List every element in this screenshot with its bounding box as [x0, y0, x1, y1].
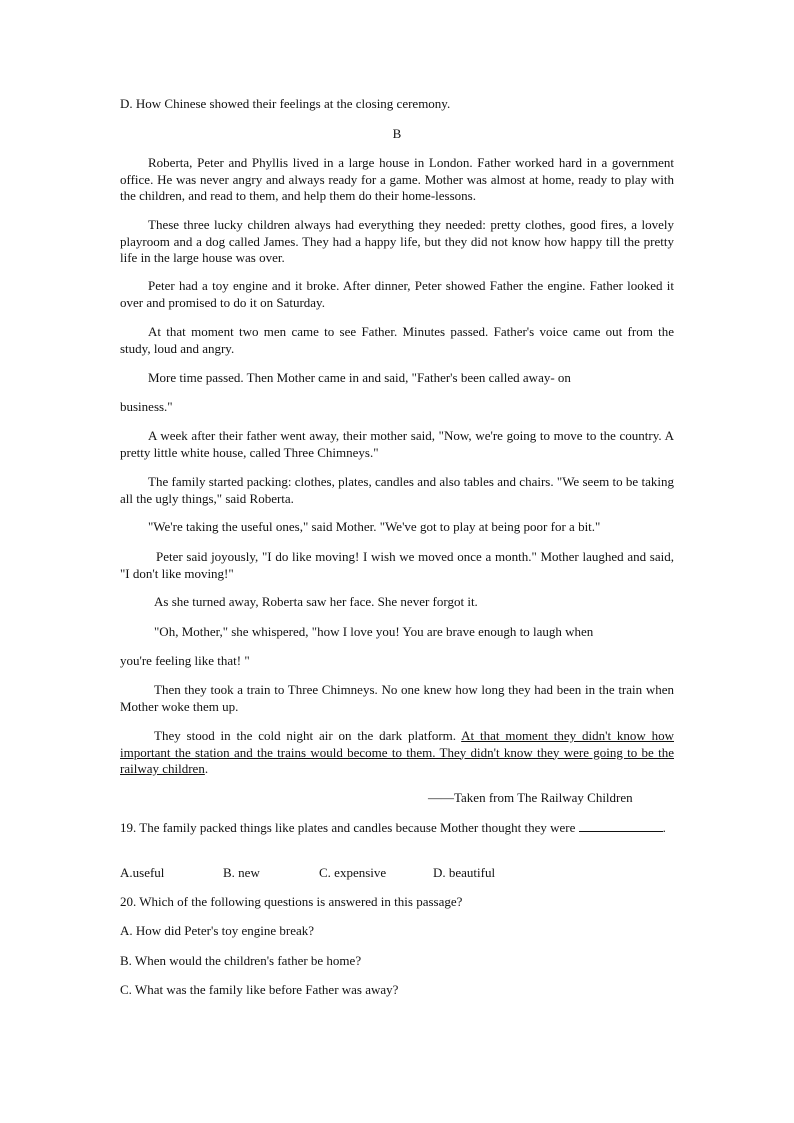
paragraph-11-line-1: "Oh, Mother," she whispered, "how I love you! You are brave enough to laugh when: [154, 624, 594, 639]
paragraph-7: The family started packing: clothes, plates, candles and also tables and chairs. "We seem to be taking all the ugly things," said Roberta.: [120, 474, 674, 506]
question-19-stem: [120, 819, 674, 837]
question-19-option-b: B. new: [223, 865, 260, 880]
question-19-option-d: D. beautiful: [433, 865, 496, 880]
answer-blank: [579, 819, 663, 832]
paragraph-13-underlined: At that moment they didn't know how important the station and the trains would become to them. They didn't know they were going to be the railway children: [120, 728, 675, 776]
paragraph-2: These three lucky children always had everything they needed: pretty clothes, good fires, a lovely playroom and a dog called James. They had a happy life, but they did not know how happy till the pretty life in the large house was over.: [120, 217, 674, 265]
question-20-option-a: A. How did Peter's toy engine break?: [120, 923, 315, 938]
question-19-option-a: A.useful: [120, 865, 165, 880]
paragraph-11-line-2: you're feeling like that! ": [120, 653, 250, 668]
paragraph-13-plain: They stood in the cold night air on the dark platform.: [154, 728, 457, 743]
question-19-end: .: [662, 820, 666, 835]
question-20-option-b: B. When would the children's father be home?: [120, 953, 362, 968]
paragraph-10: As she turned away, Roberta saw her face. She never forgot it.: [154, 594, 478, 609]
question-20-stem: 20. Which of the following questions is answered in this passage?: [120, 894, 463, 909]
paragraph-5-line-1: More time passed. Then Mother came in and said, "Father's been called away- on: [148, 370, 571, 385]
section-label: B: [392, 126, 402, 141]
paragraph-3: Peter had a toy engine and it broke. After dinner, Peter showed Father the engine. Father looked it over and promised to do it on Saturday.: [120, 278, 674, 310]
previous-question-option-d: D. How Chinese showed their feelings at the closing ceremony.: [120, 96, 451, 111]
question-19-option-c: C. expensive: [319, 865, 387, 880]
paragraph-8: "We're taking the useful ones," said Mother. "We've got to play at being poor for a bit.": [148, 519, 601, 534]
paragraph-13: [120, 728, 674, 778]
paragraph-9: Peter said joyously, "I do like moving! I wish we moved once a month." Mother laughed and said, "I don't like moving!": [120, 549, 674, 581]
question-20-option-c: C. What was the family like before Father was away?: [120, 982, 399, 997]
question-19-text: 19. The family packed things like plates and candles because Mother thought they were: [120, 820, 576, 835]
paragraph-6: A week after their father went away, their mother said, "Now, we're going to move to the country. A pretty little white house, called Three Chimneys.": [120, 428, 674, 460]
paragraph-5-line-2: business.": [120, 399, 173, 414]
paragraph-1: Roberta, Peter and Phyllis lived in a large house in London. Father worked hard in a government office. He was never angry and always ready for a game. Mother was almost at home, ready to play with the children, and read to them, and help them do their home-lessons.: [120, 155, 674, 203]
paragraph-12: Then they took a train to Three Chimneys. No one knew how long they had been in the train when Mother woke them up.: [120, 682, 674, 714]
source-citation: ——Taken from The Railway Children: [428, 790, 633, 805]
paragraph-4: At that moment two men came to see Father. Minutes passed. Father's voice came out from the study, loud and angry.: [120, 324, 674, 356]
paragraph-13-end: .: [204, 761, 209, 776]
